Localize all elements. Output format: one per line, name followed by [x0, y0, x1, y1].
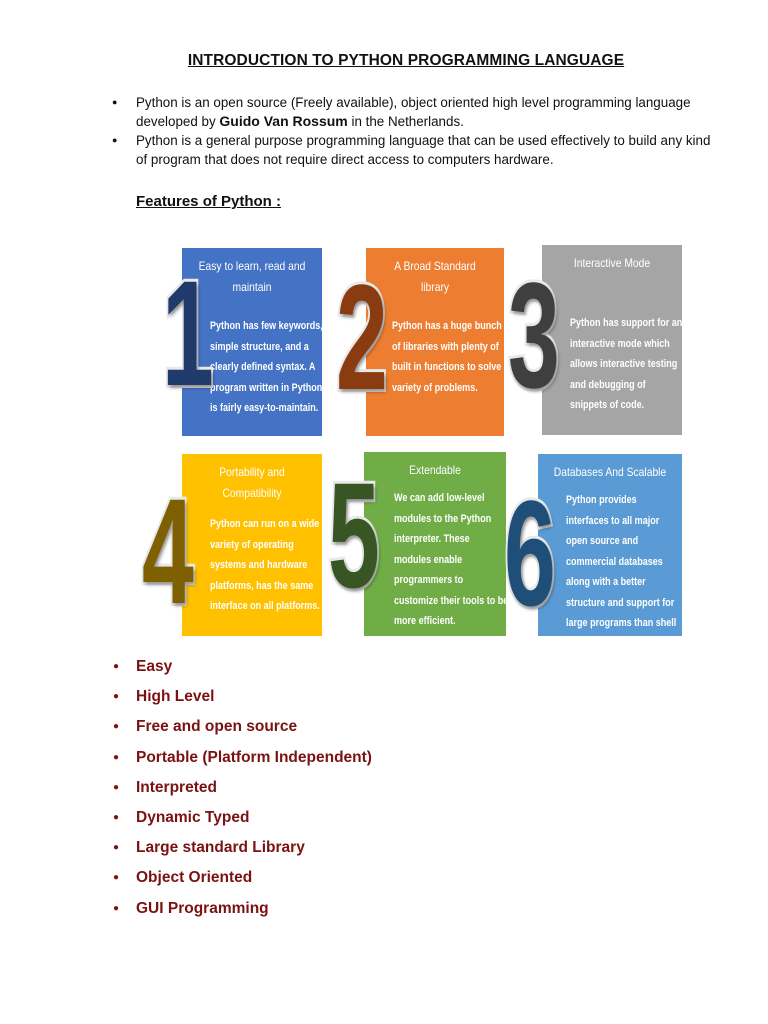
feature-card-3 [542, 245, 682, 435]
feature-item: ● Dynamic Typed [112, 805, 372, 835]
card-title: Interactive Mode [573, 256, 651, 270]
number-2: 2 [336, 253, 388, 421]
feature-item: ● Large standard Library [112, 835, 372, 865]
intro-list [112, 93, 722, 169]
card-title: Portability and Compatibility [219, 465, 285, 500]
number-3: 3 [508, 251, 560, 419]
card-body: Python has support for an interactive mode which allows interactive testing and debugging of snippets of code. [570, 317, 683, 411]
feature-item: ● High Level [112, 684, 372, 714]
card-body: Python has a huge bunch of libraries with plenty of built in functions to solve variety of problems. [392, 320, 502, 394]
features-heading: Features of Python : [136, 193, 282, 210]
intro-item [112, 131, 722, 169]
feature-item: ● GUI Programming [112, 896, 372, 926]
intro-text: Python is a general purpose programming language that can be used effectively to build any kind of program that does not require direct access to computers hardware. [136, 133, 711, 167]
intro-text: Python is an open source (Freely available), object oriented high level programming language developed by [136, 95, 691, 129]
card-title: Databases And Scalable [553, 465, 667, 479]
feature-item: ● Object Oriented [112, 865, 372, 895]
intro-text: in the Netherlands. [347, 114, 464, 129]
number-6: 6 [504, 469, 556, 637]
card-title: Extendable [409, 463, 461, 477]
feature-card-5 [364, 452, 509, 636]
author-name: Guido Van Rossum [219, 113, 348, 129]
card-body: Python has few keywords, simple structure, and a clearly defined syntax. A program written in Python is fairly easy-to-maintain. [210, 320, 323, 414]
number-1: 1 [162, 249, 214, 417]
feature-item: ● Free and open source [112, 714, 372, 744]
page-title: INTRODUCTION TO PYTHON PROGRAMMING LANGUAGE [187, 52, 625, 69]
feature-item: ● Interpreted [112, 775, 372, 805]
feature-item: ● Easy [112, 654, 372, 684]
card-title: Easy to learn, read and maintain [198, 259, 306, 294]
number-4: 4 [142, 467, 194, 635]
card-body: Python provides interfaces to all major open source and commercial databases along with a better structure and support for large programs than shell scripting. [566, 494, 677, 650]
card-title: A Broad Standard library [394, 259, 476, 294]
card-body: Python can run on a wide variety of operating systems and hardware platforms, has the same interface on all platforms. [210, 518, 320, 612]
features-list [112, 654, 372, 926]
number-5: 5 [328, 451, 380, 619]
feature-card-4 [182, 454, 322, 636]
card-body: We can add low-level modules to the Python interpreter. These modules enable programmers to customize their tools to be more efficient. [394, 492, 509, 627]
feature-item: ● Portable (Platform Independent) [112, 745, 372, 775]
intro-item [112, 93, 722, 131]
features-infographic [142, 240, 688, 650]
feature-card-6 [538, 454, 682, 650]
